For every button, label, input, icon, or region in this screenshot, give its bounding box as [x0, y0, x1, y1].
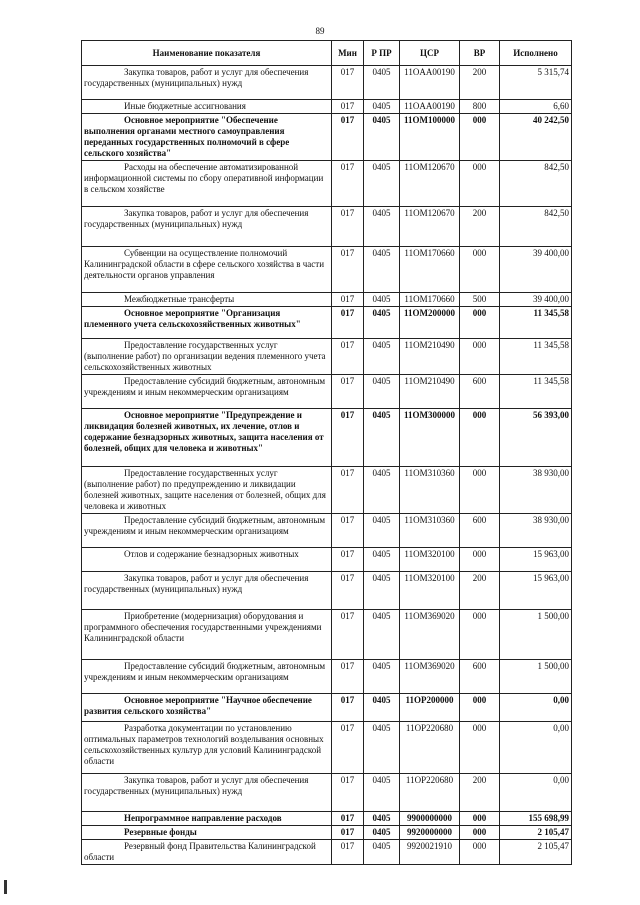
- row-rpr: 0405: [364, 548, 400, 572]
- row-name: [82, 339, 332, 375]
- row-min: 017: [332, 100, 364, 114]
- row-rpr: 0405: [364, 660, 400, 694]
- row-done: 39 400,00: [500, 293, 572, 307]
- row-name-text: Приобретение (модернизация) оборудования и программного обеспечения государственными учреждениями Калининградской области: [84, 611, 322, 643]
- row-rpr: 0405: [364, 694, 400, 722]
- row-csr: 11OM120670: [400, 161, 460, 207]
- row-name: [82, 375, 332, 409]
- row-done: 0,00: [500, 722, 572, 774]
- row-done: 155 698,99: [500, 812, 572, 826]
- page-number: 89: [315, 26, 325, 36]
- row-min: 017: [332, 548, 364, 572]
- row-name: [82, 409, 332, 467]
- table-row: [82, 774, 572, 812]
- row-rpr: 0405: [364, 467, 400, 514]
- row-min: 017: [332, 409, 364, 467]
- row-name-text: Основное мероприятие "Предупреждение и ликвидация болезней животных, их лечение, отлов и содержание безнадзорных животных, защита населения от болезней, общих для человека и животных": [84, 410, 324, 453]
- row-done: 5 315,74: [500, 66, 572, 100]
- row-rpr: 0405: [364, 840, 400, 865]
- row-min: 017: [332, 247, 364, 293]
- row-vr: 000: [460, 840, 500, 865]
- table-row: [82, 514, 572, 548]
- row-vr: 000: [460, 610, 500, 660]
- row-csr: 11OM120670: [400, 207, 460, 247]
- row-csr: 9900000000: [400, 812, 460, 826]
- row-done: 11 345,58: [500, 339, 572, 375]
- row-name: [82, 548, 332, 572]
- table-row: [82, 66, 572, 100]
- row-name-text: Расходы на обеспечение автоматизированной информационной системы по сбору оперативной информации в сельском хозяйстве: [84, 162, 324, 194]
- table-row: [82, 660, 572, 694]
- row-done: 2 105,47: [500, 826, 572, 840]
- row-vr: 000: [460, 826, 500, 840]
- table-row: [82, 114, 572, 161]
- row-rpr: 0405: [364, 247, 400, 293]
- row-done: 15 963,00: [500, 548, 572, 572]
- table-row: [82, 409, 572, 467]
- table-row: [82, 100, 572, 114]
- row-csr: 11OAA00190: [400, 100, 460, 114]
- header-name: Наименование показателя: [82, 41, 332, 66]
- row-rpr: 0405: [364, 826, 400, 840]
- table-row: [82, 161, 572, 207]
- row-vr: 000: [460, 114, 500, 161]
- row-vr: 200: [460, 207, 500, 247]
- row-name: [82, 660, 332, 694]
- row-done: 39 400,00: [500, 247, 572, 293]
- row-name: [82, 610, 332, 660]
- row-rpr: 0405: [364, 572, 400, 610]
- row-done: 38 930,00: [500, 514, 572, 548]
- table-row: [82, 293, 572, 307]
- row-name-text: Закупка товаров, работ и услуг для обеспечения государственных (муниципальных) нужд: [84, 67, 309, 88]
- row-min: 017: [332, 514, 364, 548]
- row-name-text: Основное мероприятие "Организация племенного учета сельскохозяйственных животных": [84, 308, 301, 329]
- row-done: 2 105,47: [500, 840, 572, 865]
- table-row: [82, 207, 572, 247]
- row-min: 017: [332, 694, 364, 722]
- row-done: 15 963,00: [500, 572, 572, 610]
- row-min: 017: [332, 840, 364, 865]
- row-min: 017: [332, 660, 364, 694]
- row-csr: 9920000000: [400, 826, 460, 840]
- table-row: [82, 610, 572, 660]
- row-vr: 000: [460, 409, 500, 467]
- row-min: 017: [332, 307, 364, 339]
- row-rpr: 0405: [364, 339, 400, 375]
- header-min: Мин: [332, 41, 364, 66]
- row-vr: 000: [460, 548, 500, 572]
- row-csr: 11OM300000: [400, 409, 460, 467]
- row-vr: 000: [460, 339, 500, 375]
- table-row: [82, 375, 572, 409]
- row-min: 017: [332, 207, 364, 247]
- header-rpr: Р ПР: [364, 41, 400, 66]
- row-done: 40 242,50: [500, 114, 572, 161]
- row-csr: 11OM210490: [400, 339, 460, 375]
- table-row: [82, 548, 572, 572]
- header-done: Исполнено: [500, 41, 572, 66]
- header-csr: ЦСР: [400, 41, 460, 66]
- row-csr: 11OM170660: [400, 247, 460, 293]
- row-rpr: 0405: [364, 66, 400, 100]
- row-vr: 600: [460, 375, 500, 409]
- table-row: [82, 840, 572, 865]
- row-done: 56 393,00: [500, 409, 572, 467]
- row-csr: 11OP220680: [400, 722, 460, 774]
- row-min: 017: [332, 375, 364, 409]
- row-done: 0,00: [500, 774, 572, 812]
- row-name-text: Резервные фонды: [124, 827, 197, 837]
- table-row: [82, 722, 572, 774]
- row-name: [82, 307, 332, 339]
- table-row: [82, 247, 572, 293]
- table-row: [82, 812, 572, 826]
- row-done: 842,50: [500, 207, 572, 247]
- budget-table: [81, 40, 572, 865]
- row-name-text: Предоставление субсидий бюджетным, автономным учреждениям и иным некоммерческим организациям: [84, 515, 326, 536]
- row-csr: 11OM369020: [400, 610, 460, 660]
- row-done: 1 500,00: [500, 610, 572, 660]
- row-vr: 000: [460, 467, 500, 514]
- row-name: [82, 66, 332, 100]
- row-name-text: Предоставление государственных услуг (выполнение работ) по предупреждению и ликвидации болезней животных, защите населения от болезней, общих для человека и животных: [84, 468, 326, 511]
- row-done: 11 345,58: [500, 307, 572, 339]
- row-vr: 000: [460, 694, 500, 722]
- header-vr: ВР: [460, 41, 500, 66]
- row-done: 0,00: [500, 694, 572, 722]
- row-name-text: Предоставление субсидий бюджетным, автономным учреждениям и иным некоммерческим организациям: [84, 661, 326, 682]
- row-name: [82, 207, 332, 247]
- row-name-text: Межбюджетные трансферты: [124, 294, 235, 304]
- row-rpr: 0405: [364, 514, 400, 548]
- table-row: [82, 307, 572, 339]
- row-min: 017: [332, 610, 364, 660]
- row-name: [82, 161, 332, 207]
- row-rpr: 0405: [364, 610, 400, 660]
- row-vr: 000: [460, 161, 500, 207]
- row-min: 017: [332, 66, 364, 100]
- row-name-text: Отлов и содержание безнадзорных животных: [124, 549, 299, 559]
- row-vr: 000: [460, 247, 500, 293]
- row-csr: 9920021910: [400, 840, 460, 865]
- row-csr: 11OM369020: [400, 660, 460, 694]
- row-name-text: Иные бюджетные ассигнования: [124, 101, 246, 111]
- row-name-text: Субвенции на осуществление полномочий Калининградской области в сфере сельского хозяйства в части деятельности органов управления: [84, 248, 325, 280]
- row-name-text: Основное мероприятие "Обеспечение выполнения органами местного самоуправления переданных государственных полномочий в сфере сельского хозяйства": [84, 115, 290, 158]
- row-name-text: Закупка товаров, работ и услуг для обеспечения государственных (муниципальных) нужд: [84, 573, 309, 594]
- row-vr: 200: [460, 572, 500, 610]
- table-row: [82, 572, 572, 610]
- row-rpr: 0405: [364, 774, 400, 812]
- margin-mark: [4, 880, 7, 894]
- row-done: 11 345,58: [500, 375, 572, 409]
- table-row: [82, 467, 572, 514]
- row-name-text: Непрограммное направление расходов: [124, 813, 282, 823]
- table-header-row: [82, 41, 572, 66]
- row-name: [82, 722, 332, 774]
- row-rpr: 0405: [364, 409, 400, 467]
- row-min: 017: [332, 812, 364, 826]
- row-csr: 11OM320100: [400, 548, 460, 572]
- row-done: 842,50: [500, 161, 572, 207]
- row-done: 6,60: [500, 100, 572, 114]
- row-min: 017: [332, 826, 364, 840]
- row-name-text: Закупка товаров, работ и услуг для обеспечения государственных (муниципальных) нужд: [84, 775, 309, 796]
- row-vr: 800: [460, 100, 500, 114]
- row-csr: 11OM100000: [400, 114, 460, 161]
- row-csr: 11OM170660: [400, 293, 460, 307]
- row-name: [82, 840, 332, 865]
- row-rpr: 0405: [364, 812, 400, 826]
- row-vr: 600: [460, 514, 500, 548]
- row-csr: 11OP220680: [400, 774, 460, 812]
- row-vr: 000: [460, 812, 500, 826]
- row-vr: 200: [460, 66, 500, 100]
- row-name: [82, 293, 332, 307]
- row-min: 017: [332, 774, 364, 812]
- row-min: 017: [332, 467, 364, 514]
- table-row: [82, 694, 572, 722]
- row-name: [82, 812, 332, 826]
- row-name: [82, 774, 332, 812]
- row-name: [82, 114, 332, 161]
- row-min: 017: [332, 722, 364, 774]
- row-csr: 11OM200000: [400, 307, 460, 339]
- table-row: [82, 339, 572, 375]
- row-name: [82, 694, 332, 722]
- row-rpr: 0405: [364, 722, 400, 774]
- row-rpr: 0405: [364, 293, 400, 307]
- row-done: 38 930,00: [500, 467, 572, 514]
- row-csr: 11OAA00190: [400, 66, 460, 100]
- row-rpr: 0405: [364, 207, 400, 247]
- row-name: [82, 100, 332, 114]
- row-vr: 600: [460, 660, 500, 694]
- row-min: 017: [332, 572, 364, 610]
- row-name-text: Резервный фонд Правительства Калининградской области: [84, 841, 316, 862]
- row-csr: 11OM320100: [400, 572, 460, 610]
- row-vr: 000: [460, 307, 500, 339]
- row-rpr: 0405: [364, 307, 400, 339]
- row-vr: 000: [460, 722, 500, 774]
- row-rpr: 0405: [364, 161, 400, 207]
- row-min: 017: [332, 339, 364, 375]
- row-name-text: Разработка документации по установлению оптимальных параметров технологий возделывания основных сельскохозяйственных культур для условий Калининградской области: [84, 723, 324, 766]
- row-name: [82, 826, 332, 840]
- row-min: 017: [332, 293, 364, 307]
- row-done: 1 500,00: [500, 660, 572, 694]
- row-name: [82, 514, 332, 548]
- row-vr: 200: [460, 774, 500, 812]
- row-rpr: 0405: [364, 114, 400, 161]
- row-name-text: Закупка товаров, работ и услуг для обеспечения государственных (муниципальных) нужд: [84, 208, 309, 229]
- row-name-text: Предоставление субсидий бюджетным, автономным учреждениям и иным некоммерческим организациям: [84, 376, 326, 397]
- row-csr: 11OM310360: [400, 514, 460, 548]
- row-csr: 11OM310360: [400, 467, 460, 514]
- row-csr: 11OM210490: [400, 375, 460, 409]
- row-name-text: Предоставление государственных услуг (выполнение работ) по организации ведения племенного учета сельскохозяйственных животных: [84, 340, 326, 372]
- row-min: 017: [332, 114, 364, 161]
- row-name: [82, 467, 332, 514]
- row-rpr: 0405: [364, 100, 400, 114]
- row-name-text: Основное мероприятие "Научное обеспечение развития сельского хозяйства": [84, 695, 312, 716]
- row-rpr: 0405: [364, 375, 400, 409]
- row-min: 017: [332, 161, 364, 207]
- row-name: [82, 572, 332, 610]
- row-vr: 500: [460, 293, 500, 307]
- table-row: [82, 826, 572, 840]
- row-name: [82, 247, 332, 293]
- row-csr: 11OP200000: [400, 694, 460, 722]
